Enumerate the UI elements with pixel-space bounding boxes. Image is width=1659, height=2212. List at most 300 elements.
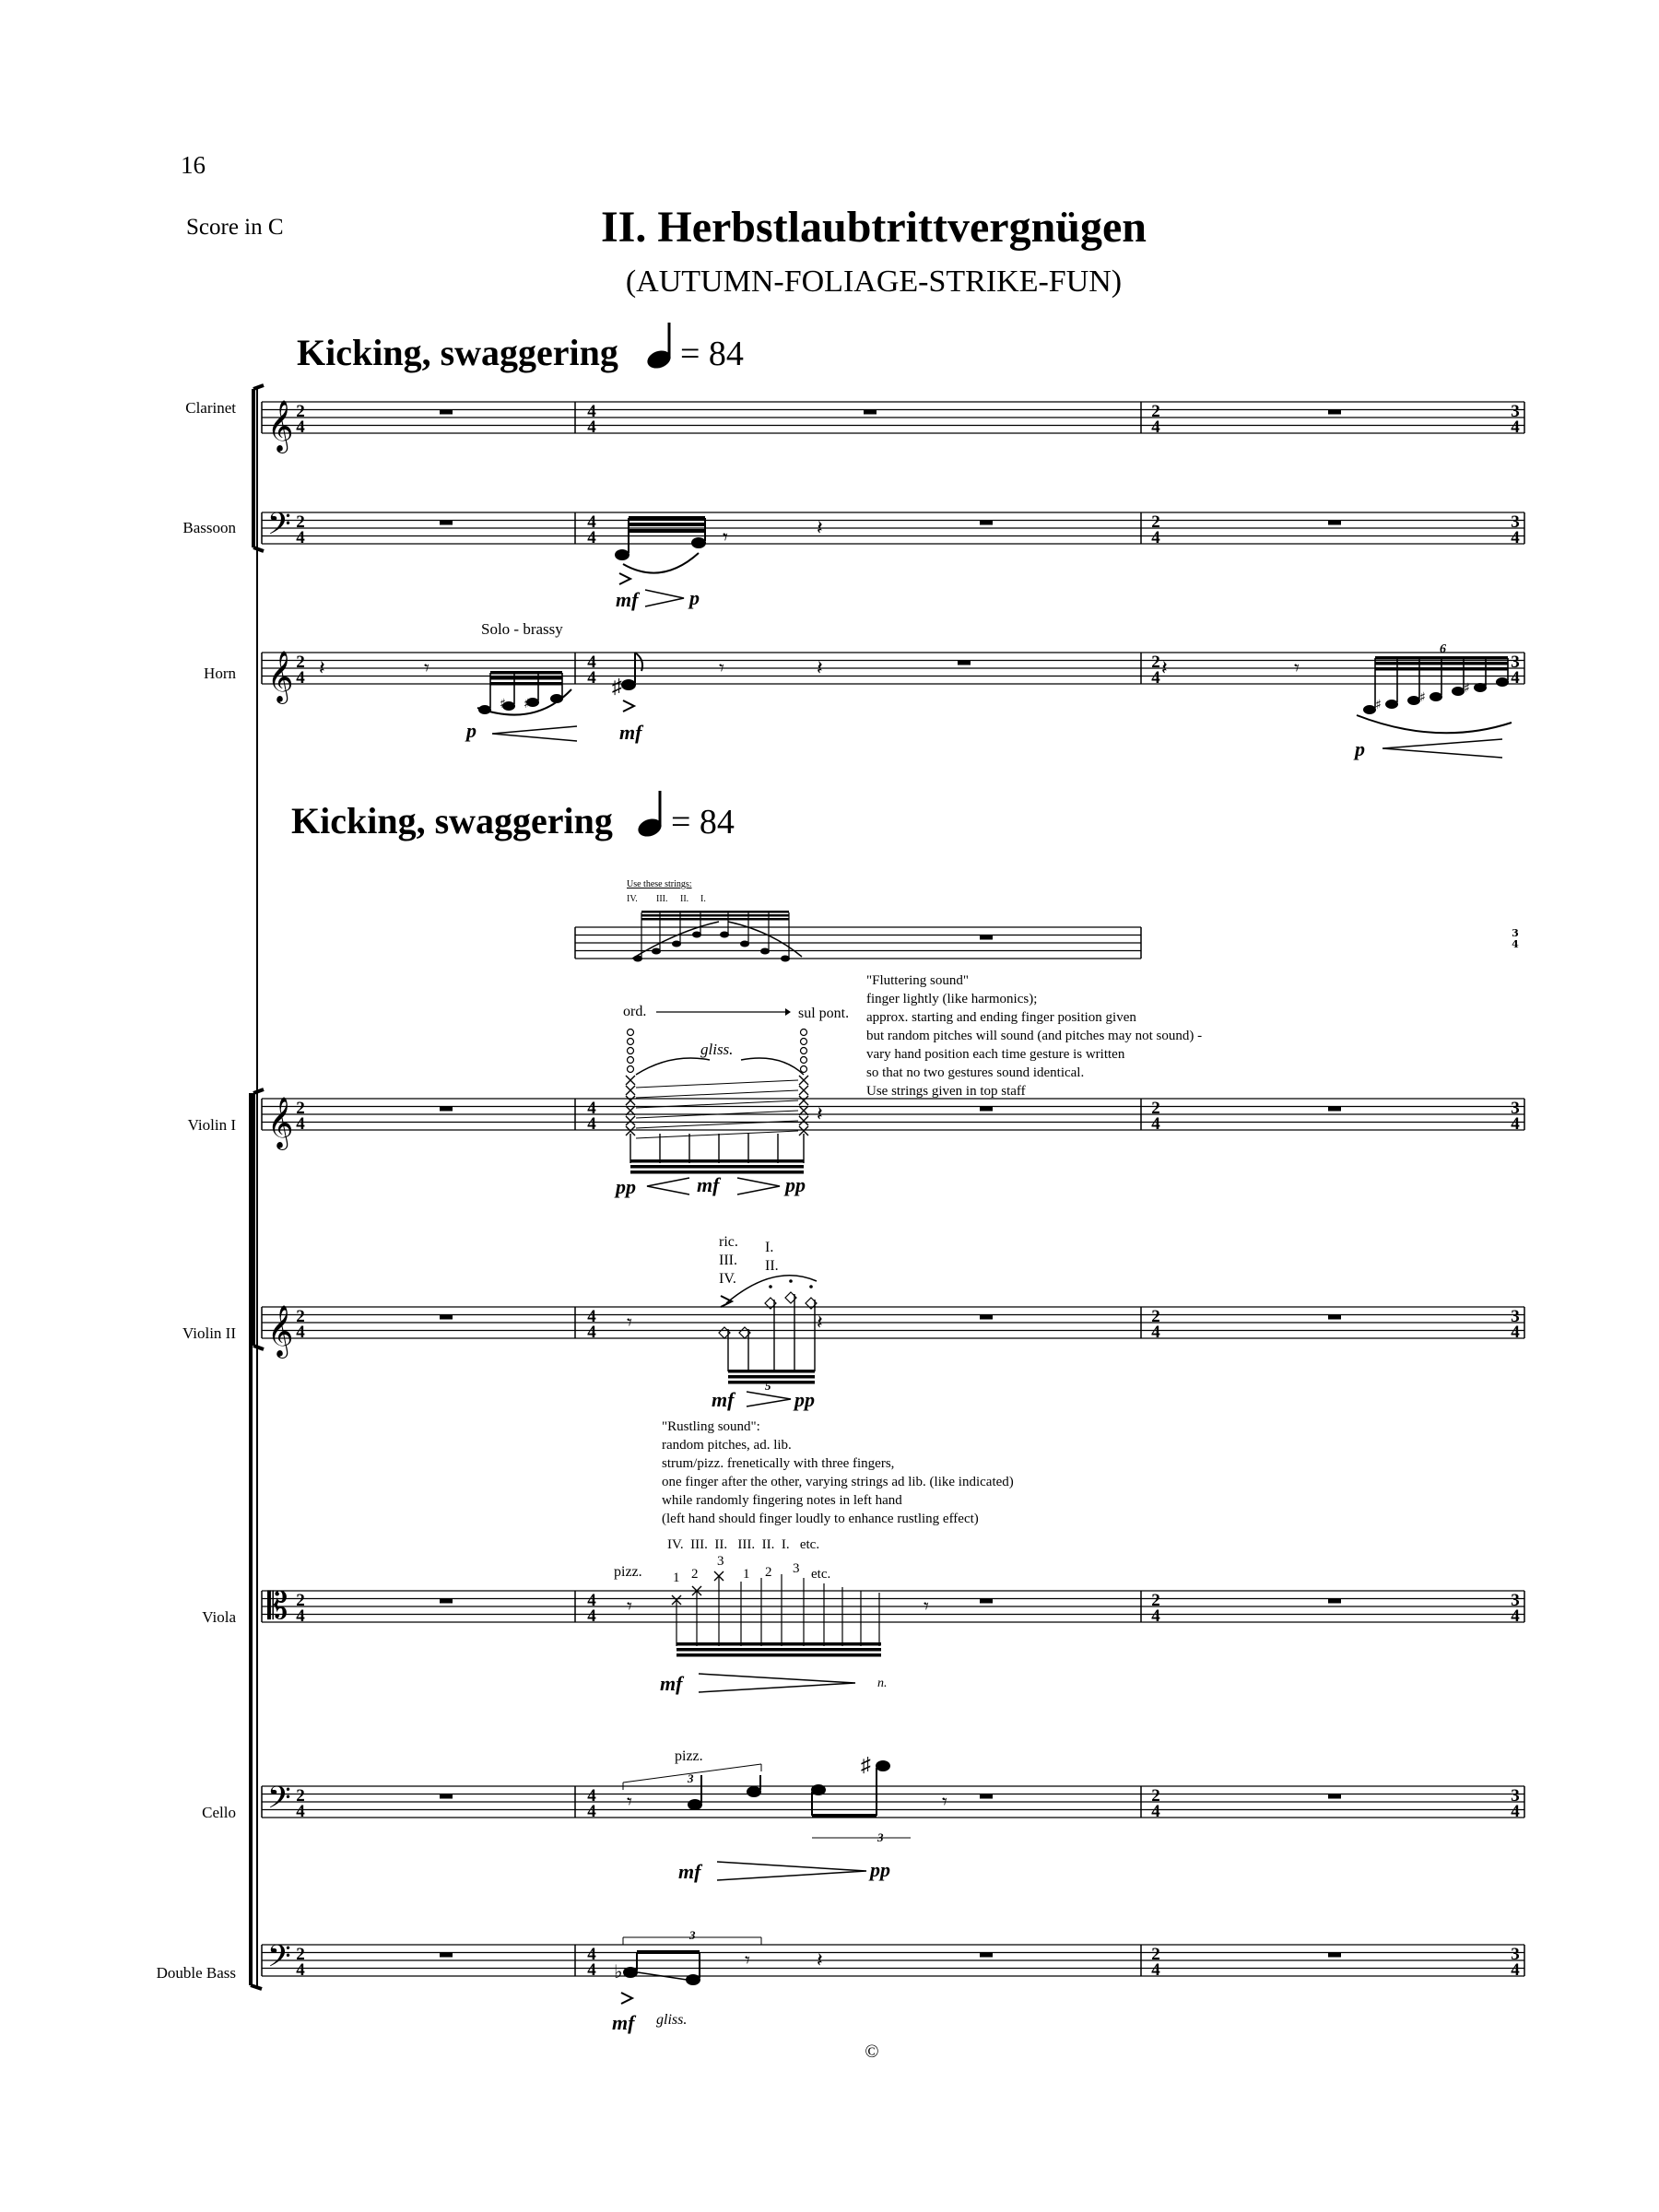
harmonic-circle [628, 1057, 634, 1064]
string-marking: III. [719, 1253, 737, 1268]
decrescendo [717, 1862, 866, 1880]
finger-number: 2 [691, 1567, 699, 1582]
time-sig-numerator: 3 [1511, 1307, 1520, 1326]
note-head [876, 1760, 890, 1771]
note-head [1474, 683, 1487, 692]
reference-notes [633, 911, 790, 962]
instruction-line: random pitches, ad. lib. [662, 1438, 792, 1453]
gliss-line [636, 1090, 798, 1098]
instruction-line: one finger after the other, varying strings ad lib. (like indicated) [662, 1475, 1014, 1489]
quarter-rest: 𝄽 [817, 1103, 823, 1126]
note-head [1452, 687, 1465, 696]
time-sig-numerator: 3 [1512, 927, 1519, 939]
page-title: II. Herbstlaubtrittvergnügen [601, 203, 1147, 252]
sharp-icon: ♯ [612, 675, 622, 698]
time-sig-numerator: 3 [1511, 512, 1520, 532]
dynamic-mf: mf [616, 588, 639, 611]
quarter-rest: 𝄽 [817, 657, 823, 680]
decrescendo [699, 1674, 855, 1692]
whole-rest [980, 1599, 993, 1604]
beam [728, 1375, 815, 1379]
staff-clarinet [262, 402, 1524, 433]
finger-number: 3 [793, 1561, 800, 1576]
time-sig-numerator: 2 [1151, 1786, 1160, 1806]
horn-notes [1363, 656, 1509, 714]
staff-horn [262, 653, 1524, 684]
harmonic-circle [628, 1039, 634, 1045]
instruction-line: while randomly fingering notes in left hand [662, 1493, 902, 1508]
harmonic-circle [628, 1048, 634, 1054]
time-signature [1511, 402, 1520, 437]
finger-number: 1 [673, 1571, 680, 1585]
time-signature [296, 1099, 305, 1134]
beam [677, 1653, 881, 1657]
time-sig-numerator: 2 [296, 1591, 305, 1610]
whole-rest [980, 1107, 993, 1112]
harmonic-circle [801, 1066, 807, 1073]
beam [490, 682, 562, 686]
time-signature [1511, 1591, 1520, 1626]
x-note-head [626, 1076, 635, 1085]
time-sig-denominator: 4 [1151, 418, 1160, 437]
time-sig-denominator: 4 [296, 1802, 305, 1821]
eighth-rest: 𝄾 [627, 1312, 632, 1335]
beam [490, 671, 562, 675]
note-head [615, 549, 629, 560]
staff-viola [262, 1591, 1524, 1622]
whole-rest [980, 1315, 993, 1320]
beam [490, 677, 562, 680]
sharp-icon: ♯ [1375, 698, 1382, 712]
score-label: Score in C [186, 215, 284, 240]
beam [641, 911, 789, 913]
gliss-label: gliss. [700, 1041, 734, 1058]
label-bassoon: Bassoon [182, 519, 236, 536]
viola-string-row: IV. III. II. III. II. I. etc. [667, 1537, 820, 1552]
label-double-bass: Double Bass [156, 1964, 236, 1982]
gliss-line [636, 1080, 798, 1088]
x-note-head [626, 1116, 635, 1125]
time-signature [296, 402, 305, 437]
time-sig-denominator: 4 [1151, 1114, 1160, 1134]
dynamic-mf: mf [697, 1173, 720, 1196]
beam [630, 1165, 804, 1169]
instruction-line: approx. starting and ending finger position given [866, 1010, 1136, 1025]
alto-clef-icon: 𝄡 [267, 1585, 288, 1628]
note-head [811, 1784, 826, 1795]
dynamic-mf: mf [660, 1672, 683, 1695]
time-sig-denominator: 4 [1151, 528, 1160, 547]
whole-rest [980, 1953, 993, 1958]
finger-number: 1 [743, 1567, 750, 1582]
slur [1357, 715, 1512, 733]
time-sig-numerator: 2 [296, 1945, 305, 1964]
note-head [1363, 705, 1376, 714]
rustling-instructions [662, 1419, 1014, 1526]
string-name: IV. [627, 894, 638, 904]
ord-marking: ord. [623, 1004, 647, 1019]
sharp-icon: ♯ [861, 1753, 871, 1776]
time-signature [587, 653, 596, 688]
string-name: I. [700, 894, 706, 904]
accent-mark [721, 1296, 732, 1307]
instruction-line: but random pitches will sound (and pitches may not sound) - [866, 1029, 1203, 1043]
label-viola: Viola [202, 1608, 236, 1626]
time-sig-numerator: 2 [296, 1099, 305, 1118]
tempo-mark-strings [291, 791, 735, 841]
time-signature [296, 1786, 305, 1821]
whole-rest [1328, 1794, 1341, 1799]
time-sig-numerator: 2 [1151, 402, 1160, 421]
time-sig-denominator: 4 [296, 1323, 305, 1342]
instruction-line: "Rustling sound": [662, 1419, 760, 1434]
whole-rest [958, 661, 971, 665]
staff-violin1 [262, 1099, 1524, 1130]
time-sig-numerator: 3 [1511, 653, 1520, 672]
decrescendo [737, 1178, 780, 1194]
time-sig-numerator: 2 [1151, 1307, 1160, 1326]
string-name: II. [680, 894, 689, 904]
eighth-rest: 𝄾 [627, 1791, 632, 1814]
x-note-head [626, 1086, 635, 1095]
time-sig-denominator: 4 [587, 1802, 596, 1821]
bass-clef-icon: 𝄢 [267, 1781, 291, 1823]
harmonic-circle [628, 1066, 634, 1073]
time-sig-numerator: 4 [587, 512, 596, 532]
time-sig-denominator: 4 [1511, 1114, 1520, 1134]
dynamic-pp: pp [785, 1173, 806, 1196]
whole-rest [1328, 1953, 1341, 1958]
violin-2-notes [719, 1279, 817, 1383]
quarter-rest: 𝄽 [817, 1949, 823, 1972]
time-sig-denominator: 4 [587, 528, 596, 547]
ric-marking: ric. [719, 1234, 738, 1250]
whole-rest [864, 410, 877, 415]
cello-gesture [623, 1748, 911, 1883]
tempo-text: Kicking, swaggering [297, 332, 618, 373]
note-head [747, 1786, 761, 1797]
sharp-icon: ♯ [500, 697, 506, 712]
time-sig-numerator: 2 [1151, 1591, 1160, 1610]
time-sig-numerator: 2 [296, 402, 305, 421]
staff-cello [262, 1786, 1524, 1818]
time-sig-denominator: 4 [296, 1960, 305, 1980]
time-signature [1511, 1307, 1520, 1342]
sharp-icon: ♯ [1464, 681, 1470, 696]
time-sig-denominator: 4 [296, 418, 305, 437]
dynamic-p: p [466, 719, 477, 742]
dynamic-pp: pp [616, 1175, 636, 1198]
dynamic-mf: mf [619, 721, 642, 744]
time-sig-numerator: 2 [1151, 1945, 1160, 1964]
dynamic-pp: pp [870, 1858, 890, 1881]
label-cello: Cello [202, 1804, 236, 1821]
copyright: © [865, 2041, 879, 2062]
eighth-rest: 𝄾 [723, 525, 728, 548]
arrow-icon [785, 1008, 791, 1016]
eighth-rest: 𝄾 [627, 1595, 632, 1618]
time-signature [1151, 1786, 1160, 1821]
label-clarinet: Clarinet [185, 399, 236, 417]
dynamic-pp: pp [794, 1388, 815, 1411]
instrument-labels [157, 399, 237, 1982]
tempo-text-strings: Kicking, swaggering [291, 800, 613, 841]
eighth-rest: 𝄾 [942, 1791, 947, 1814]
time-sig-denominator: 4 [587, 1323, 596, 1342]
whole-rest [980, 521, 993, 525]
staccato-dot [769, 1285, 772, 1288]
time-sig-denominator: 4 [296, 528, 305, 547]
label-violin-2: Violin II [182, 1324, 236, 1342]
whole-rest [1328, 1107, 1341, 1112]
beam [641, 914, 789, 917]
staff-violin2 [262, 1307, 1524, 1338]
instruction-line: "Fluttering sound" [866, 973, 969, 988]
label-violin-1: Violin I [187, 1116, 236, 1134]
whole-rest [1328, 410, 1341, 415]
staff-double_bass [262, 1945, 1524, 1976]
whole-rest [440, 521, 453, 525]
time-sig-denominator: 4 [1511, 1802, 1520, 1821]
time-signature [587, 1307, 596, 1342]
time-sig-denominator: 4 [1511, 1606, 1520, 1626]
harmonic-circle [801, 1057, 807, 1064]
bass-clef-icon: 𝄢 [267, 507, 291, 549]
staccato-dot [789, 1279, 793, 1283]
whole-rest [1328, 521, 1341, 525]
double-bass-gesture [612, 1928, 761, 2034]
violin-1-gesture [614, 973, 1202, 1198]
harmonic-circle [801, 1048, 807, 1054]
beam [677, 1648, 881, 1652]
beam [630, 1159, 804, 1163]
use-strings-label: Use these strings: [627, 879, 692, 889]
quarter-rest: 𝄽 [1161, 657, 1168, 680]
time-sig-numerator: 3 [1511, 1591, 1520, 1610]
treble-clef-icon: 𝄞 [267, 651, 294, 702]
string-marking: I. [765, 1240, 774, 1255]
pizz-marking: pizz. [614, 1564, 642, 1580]
whole-rest [440, 1107, 453, 1112]
time-sig-denominator: 4 [1151, 668, 1160, 688]
time-sig-numerator: 2 [296, 1307, 305, 1326]
time-sig-denominator: 4 [296, 1606, 305, 1626]
time-signature [296, 1591, 305, 1626]
time-signature [587, 402, 596, 437]
time-sig-numerator: 3 [1511, 1099, 1520, 1118]
time-sig-numerator: 3 [1511, 402, 1520, 421]
x-note-head [799, 1076, 808, 1085]
pizz-marking: pizz. [675, 1748, 703, 1764]
page-number: 16 [181, 151, 206, 179]
slur [623, 553, 699, 573]
time-signature [1511, 1945, 1520, 1980]
whole-rest [440, 1794, 453, 1799]
rests [319, 410, 1341, 1973]
tuplet-number: 6 [1440, 642, 1446, 656]
time-signature [1151, 1591, 1160, 1626]
dynamic-mf: mf [612, 2011, 635, 2034]
whole-rest [1328, 1599, 1341, 1604]
time-signature [587, 512, 596, 547]
note-head [1430, 692, 1442, 701]
whole-rest [440, 410, 453, 415]
tempo-mark-top [297, 323, 744, 373]
time-sig-denominator: 4 [296, 1114, 305, 1134]
time-sig-numerator: 4 [587, 1307, 596, 1326]
whole-rest [980, 1794, 993, 1799]
whole-rest [440, 1953, 453, 1958]
dynamic-mf: mf [678, 1860, 701, 1883]
dynamic-mf: mf [712, 1388, 735, 1411]
eighth-rest: 𝄾 [745, 1949, 750, 1972]
string-name: III. [656, 894, 668, 904]
treble-clef-icon: 𝄞 [267, 1305, 294, 1357]
time-sig-numerator: 4 [587, 1945, 596, 1964]
time-signature [1151, 1945, 1160, 1980]
whole-rest [440, 1315, 453, 1320]
time-sig-denominator: 4 [1511, 1323, 1520, 1342]
string-marking: IV. [719, 1271, 736, 1287]
time-signature [1151, 1099, 1160, 1134]
note-head [688, 1799, 702, 1810]
time-sig-denominator: 4 [1511, 418, 1520, 437]
time-signature [1151, 402, 1160, 437]
decrescendo [747, 1392, 791, 1406]
time-sig-denominator: 4 [1151, 1960, 1160, 1980]
beam [728, 1381, 815, 1384]
dynamic-p: p [689, 586, 700, 609]
dynamic-niente: n. [877, 1677, 888, 1690]
treble-clef-icon: 𝄞 [267, 1097, 294, 1148]
whole-rest [440, 1599, 453, 1604]
time-signature [587, 1099, 596, 1134]
whole-rest [980, 935, 993, 940]
beam [677, 1642, 881, 1646]
beam [728, 1370, 815, 1373]
note-head [1385, 700, 1398, 709]
quarter-rest: 𝄽 [319, 657, 325, 680]
time-signature [1151, 1307, 1160, 1342]
dynamic-p: p [1355, 737, 1365, 760]
tuplet-number: 3 [689, 1928, 696, 1942]
bass-clef-icon: 𝄢 [267, 1939, 291, 1982]
time-signature [1151, 512, 1160, 547]
time-sig-denominator: 4 [587, 418, 596, 437]
page-subtitle: (AUTUMN-FOLIAGE-STRIKE-FUN) [625, 265, 1123, 299]
tuplet-number: 3 [688, 1771, 694, 1785]
time-sig-numerator: 2 [1151, 1099, 1160, 1118]
x-note-head [626, 1096, 635, 1105]
time-sig-numerator: 2 [1151, 512, 1160, 532]
note-head [623, 1967, 638, 1978]
time-signature [587, 1591, 596, 1626]
note-head [691, 537, 706, 548]
time-sig-numerator: 2 [296, 1786, 305, 1806]
time-signature [1511, 653, 1520, 688]
time-sig-denominator: 4 [587, 1114, 596, 1134]
note-head [1496, 677, 1509, 687]
decrescendo [645, 590, 684, 606]
note-head [621, 679, 636, 690]
tempo-bpm-strings: = 84 [671, 803, 735, 841]
accent-mark [621, 1993, 632, 2004]
staff-system [251, 385, 1524, 1989]
time-sig-denominator: 4 [1511, 668, 1520, 688]
time-sig-denominator: 4 [1151, 1323, 1160, 1342]
sharp-icon: ♯ [524, 697, 530, 712]
fluttering-instructions [866, 973, 1202, 1099]
sul-pont-marking: sul pont. [798, 1006, 850, 1021]
time-signature [1511, 1786, 1520, 1821]
crescendo [1382, 739, 1502, 758]
whole-rest [1328, 1315, 1341, 1320]
time-sig-numerator: 4 [587, 653, 596, 672]
harmonic-circle [801, 1039, 807, 1045]
beam [641, 918, 789, 921]
time-sig-denominator: 4 [587, 668, 596, 688]
time-signature [587, 1945, 596, 1980]
harmonic-circle [628, 1030, 634, 1036]
time-sig-numerator: 3 [1511, 1945, 1520, 1964]
beam [1375, 656, 1508, 660]
time-sig-denominator: 4 [1151, 1802, 1160, 1821]
finger-number: 3 [717, 1554, 724, 1569]
string-marking: II. [765, 1258, 779, 1274]
treble-clef-icon: 𝄞 [267, 400, 294, 452]
time-signature [296, 512, 305, 547]
x-note-head [799, 1116, 808, 1125]
string-reference-staff [627, 879, 802, 962]
accent-mark [619, 573, 630, 584]
quarter-rest: 𝄽 [817, 517, 823, 540]
tempo-bpm: = 84 [680, 335, 744, 373]
harmonic-circle [801, 1030, 807, 1036]
time-sig-denominator: 4 [1511, 1960, 1520, 1980]
finger-number: 2 [765, 1565, 772, 1580]
time-signature [587, 1786, 596, 1821]
time-signature [296, 1945, 305, 1980]
solo-marking: Solo - brassy [481, 620, 563, 638]
time-sig-denominator: 4 [587, 1606, 596, 1626]
time-sig-denominator: 4 [587, 1960, 596, 1980]
time-signature [1511, 512, 1520, 547]
time-sig-denominator: 4 [1511, 528, 1520, 547]
bassoon-gesture [615, 516, 728, 611]
time-sig-numerator: 2 [296, 512, 305, 532]
instruction-line: strum/pizz. frenetically with three fingers, [662, 1456, 895, 1471]
instruction-line: so that no two gestures sound identical. [866, 1065, 1085, 1080]
viola-gesture [614, 1419, 1014, 1695]
time-sig-denominator: 4 [296, 668, 305, 688]
eighth-rest: 𝄾 [924, 1595, 929, 1618]
time-sig-denominator: 4 [1512, 938, 1519, 950]
staff-bassoon [262, 512, 1524, 544]
time-signature [296, 1307, 305, 1342]
beam [1375, 662, 1508, 665]
etc-marking: etc. [811, 1567, 831, 1582]
note-head [1407, 696, 1420, 705]
instruction-line: finger lightly (like harmonics); [866, 992, 1038, 1006]
time-sig-numerator: 3 [1511, 1786, 1520, 1806]
crescendo [492, 726, 577, 741]
time-signature [296, 653, 305, 688]
time-sig-numerator: 2 [296, 653, 305, 672]
note-head [686, 1974, 700, 1985]
time-sig-denominator: 4 [1151, 1606, 1160, 1626]
eighth-rest: 𝄾 [424, 657, 429, 680]
tuplet-number: 5 [765, 1379, 771, 1393]
